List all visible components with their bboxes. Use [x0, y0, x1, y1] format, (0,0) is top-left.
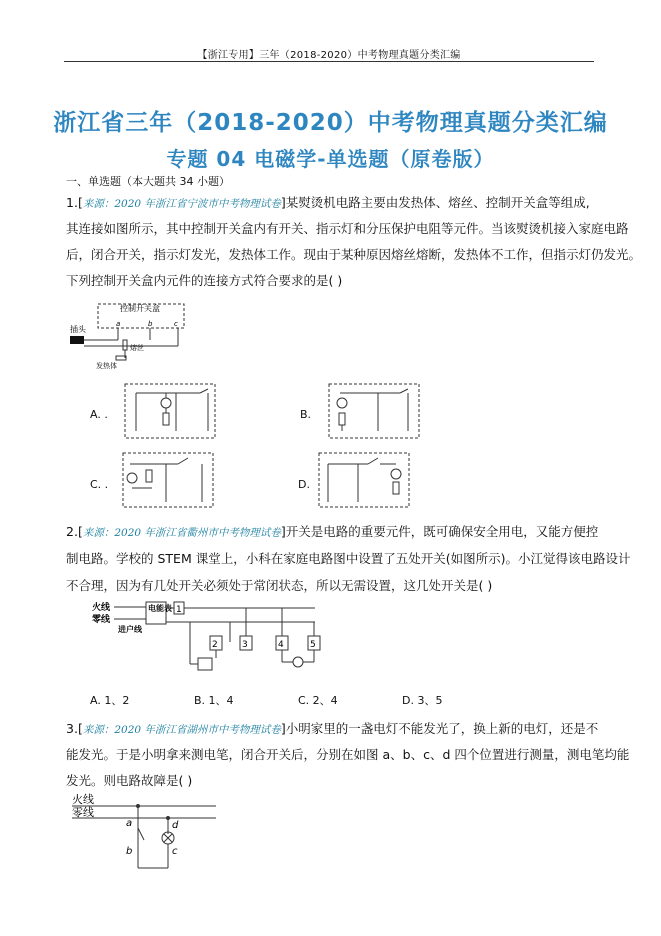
q3-line-3: 发光。则电路故障是( ) [66, 773, 193, 788]
q1-source-open: [ [77, 195, 83, 210]
fuse-icon [123, 340, 127, 350]
fig-label-c: c [174, 320, 178, 328]
lamp-icon [337, 398, 347, 408]
q1-option-a-figure [124, 383, 216, 439]
lamp-icon [127, 473, 137, 483]
q3-source-open: [ [77, 721, 83, 736]
q1-source: 2020 年浙江省宁波市中考物理试卷 [114, 198, 281, 210]
plug-label: 插头 [70, 325, 86, 334]
resistor-icon [146, 470, 152, 482]
q1-number: 1. [66, 195, 78, 210]
q1-line-3: 后，闭合开关，指示灯发光，发热体工作。现由于某种原因熔丝熔断，发热体不工作，但指示灯仍发光。 [66, 247, 642, 262]
switch-5-label: 5 [310, 640, 316, 650]
socket-icon [198, 658, 212, 670]
q1-line-2: 其连接如图所示，其中控制开关盒内有开关、指示灯和分压保护电阻等元件。当该熨烫机接入家庭电路 [66, 221, 629, 236]
q1-option-c[interactable]: C. . [90, 478, 109, 491]
neutral-wire-label: 零线 [92, 615, 111, 625]
switch-4-label: 4 [278, 640, 284, 650]
point-d-label: d [172, 820, 179, 831]
q1-line-1 [66, 193, 606, 211]
doc-title: 浙江省三年（2018-2020）中考物理真题分类汇编 [53, 110, 608, 136]
q2-text-1: 开关是电路的重要元件，既可确保安全用电，又能方便控 [285, 524, 599, 539]
q1-option-d-figure [318, 452, 410, 508]
heater-label: 发热体 [96, 362, 117, 370]
header-rule [64, 61, 594, 62]
q1-option-c-figure [122, 452, 214, 508]
lamp-icon [293, 657, 303, 667]
q3-source-close: ] [280, 721, 286, 736]
point-a-label: a [126, 818, 133, 829]
live-wire-label: 火线 [92, 603, 111, 613]
q3-source: 2020 年浙江省湖州市中考物理试卷 [114, 724, 281, 736]
lamp-icon [161, 398, 171, 408]
q3-number: 3. [66, 721, 78, 736]
q3-source-label: 来源： [82, 724, 115, 736]
q3-circuit-figure [68, 792, 218, 872]
q2-option-b[interactable]: B. 1、4 [194, 694, 234, 707]
fuse-label: 熔丝 [130, 344, 144, 352]
plug-icon [70, 336, 84, 344]
q2-source-label: 来源： [82, 527, 115, 539]
q1-circuit-figure [68, 298, 188, 370]
q2-option-a[interactable]: A. 1、2 [90, 694, 130, 707]
resistor-icon [163, 413, 169, 425]
q2-circuit-figure [90, 600, 340, 675]
entry-label: 进户线 [118, 625, 142, 634]
neutral-wire-label: 零线 [72, 806, 94, 819]
switch-icon [400, 389, 408, 393]
q2-source: 2020 年浙江省衢州市中考物理试卷 [114, 527, 281, 539]
q2-line-1 [66, 522, 606, 540]
q3-line-2: 能发光。于是小明拿来测电笔，闭合开关后，分别在如图 a、b、c、d 四个位置进行测量，测电笔均能 [66, 747, 630, 762]
switch-icon [200, 389, 208, 393]
q3-line-1 [66, 719, 606, 737]
control-box-label: 控制开关盒 [120, 304, 160, 313]
fig-label-a: a [116, 320, 121, 328]
q1-source-label: 来源： [82, 198, 115, 210]
resistor-icon [339, 413, 345, 425]
fig-label-b: b [148, 320, 153, 328]
q1-text-1: 某熨烫机电路主要由发热体、熔丝、控制开关盒等组成, [285, 195, 590, 210]
resistor-icon [393, 482, 399, 494]
q2-line-3: 不合理，因为有几处开关必须处于常闭状态，所以无需设置，这几处开关是( ) [66, 578, 493, 593]
switch-icon [178, 458, 188, 464]
q2-line-2: 制电路。学校的 STEM 课堂上，小科在家庭电路图中设置了五处开关(如图所示)。小江觉得该电路设计 [66, 551, 631, 566]
q2-option-d[interactable]: D. 3、5 [402, 694, 443, 707]
switch-3-label: 3 [242, 640, 248, 650]
q2-number: 2. [66, 524, 78, 539]
q2-source-close: ] [280, 524, 286, 539]
q1-source-close: ] [280, 195, 286, 210]
q2-option-c[interactable]: C. 2、4 [298, 694, 338, 707]
q1-option-d[interactable]: D. [298, 478, 310, 491]
lamp-icon [391, 469, 401, 479]
switch-icon [138, 828, 144, 840]
q1-option-b[interactable]: B. [300, 408, 312, 421]
q1-option-b-figure [328, 383, 420, 439]
q3-text-1: 小明家里的一盏电灯不能发光了，换上新的电灯，还是不 [285, 721, 599, 736]
doc-subtitle: 专题 04 电磁学-单选题（原卷版） [166, 147, 495, 171]
section-heading: 一、单选题（本大题共 34 小题） [66, 175, 230, 188]
point-c-label: c [172, 846, 178, 857]
switch-1-label: 1 [176, 605, 182, 615]
q2-source-open: [ [77, 524, 83, 539]
switch-icon [368, 458, 378, 464]
switch-2-label: 2 [212, 640, 218, 650]
live-wire-label: 火线 [72, 793, 94, 806]
page-header: 【浙江专用】三年（2018-2020）中考物理真题分类汇编 [197, 50, 461, 61]
meter-label: 电能表 [148, 604, 172, 613]
q1-line-4: 下列控制开关盒内元件的连接方式符合要求的是( ) [66, 273, 343, 288]
point-b-label: b [126, 846, 133, 857]
q1-option-a[interactable]: A. . [90, 408, 108, 421]
